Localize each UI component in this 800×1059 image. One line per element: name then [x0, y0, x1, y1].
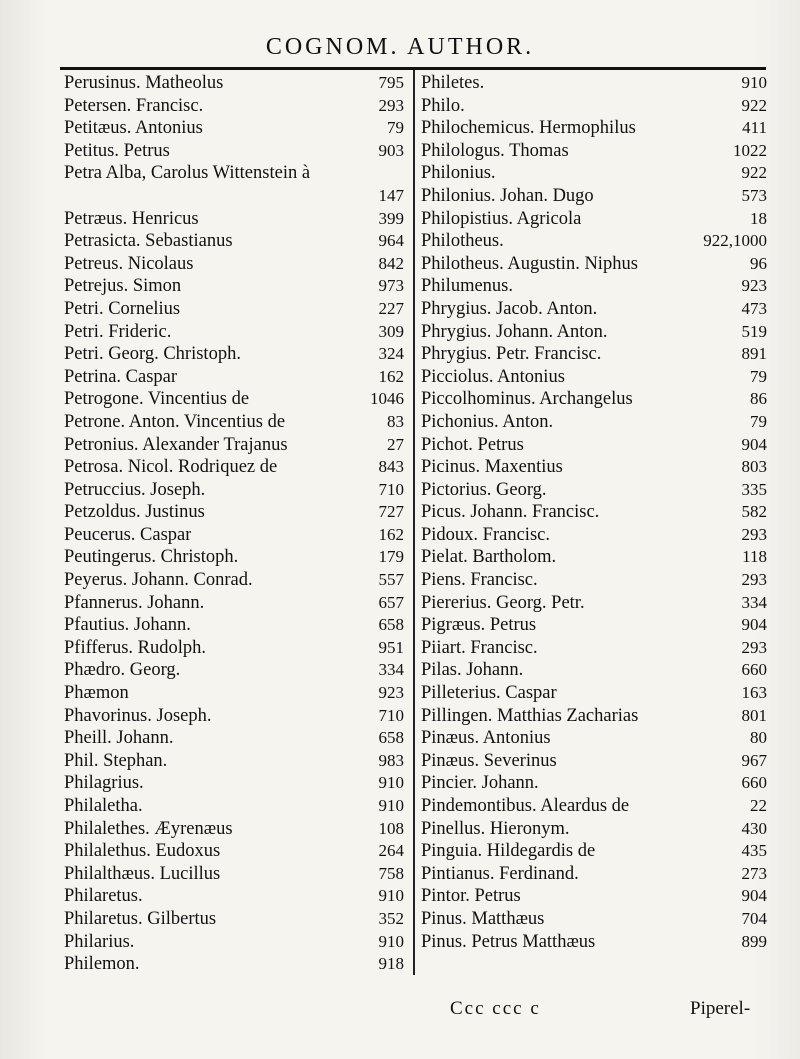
author-name: Pinellus. Hieronym.	[421, 818, 570, 839]
author-name: Philaretus.	[64, 886, 143, 907]
author-name: Petzoldus. Justinus	[64, 502, 205, 523]
author-name: Philalethes. Æyrenæus	[64, 818, 233, 839]
page-number: 557	[378, 570, 404, 590]
author-name: Pindemontibus. Aleardus de	[421, 796, 630, 816]
page-number: 922	[741, 95, 767, 115]
index-entry	[421, 818, 767, 841]
page-number: 79	[387, 118, 404, 138]
author-name: Petitus. Petrus	[64, 140, 170, 161]
author-name: Pinæus. Severinus	[421, 750, 557, 771]
index-entry	[64, 727, 404, 750]
page-number: 411	[742, 118, 767, 138]
index-entry	[64, 614, 404, 637]
left-column	[64, 72, 404, 976]
index-entry	[421, 321, 767, 344]
index-entry	[421, 592, 767, 615]
index-entry	[421, 682, 767, 705]
page-number: 335	[741, 479, 767, 499]
page-number: 352	[378, 908, 404, 928]
index-entry	[64, 795, 404, 818]
page-number: 1046	[370, 389, 404, 409]
page-number: 910	[378, 773, 404, 793]
page-number: 983	[378, 750, 404, 770]
author-name: Pinus. Petrus Matthæus	[421, 931, 596, 952]
index-entry	[421, 253, 767, 276]
author-name: Pidoux. Francisc.	[421, 524, 550, 545]
index-entry	[64, 953, 404, 976]
page-number: 660	[741, 773, 767, 793]
page-number: 1022	[733, 140, 767, 160]
page-number: 964	[378, 231, 404, 251]
index-entry	[64, 659, 404, 682]
index-entry	[421, 185, 767, 208]
index-entry	[421, 931, 767, 954]
page-number: 899	[741, 931, 767, 951]
index-entry	[64, 298, 404, 321]
author-name: Petrejus. Simon	[64, 276, 182, 297]
page-number: 704	[741, 908, 767, 928]
index-entry	[64, 411, 404, 434]
index-entry	[421, 795, 767, 818]
page-number: 795	[378, 73, 404, 92]
index-entry	[64, 750, 404, 773]
author-name: Philonius. Johan. Dugo	[421, 185, 594, 206]
page-number: 399	[378, 208, 404, 228]
page-number: 660	[741, 660, 767, 680]
author-name: Picinus. Maxentius	[421, 457, 563, 478]
page-number: 163	[741, 683, 767, 703]
page-number: 293	[741, 637, 767, 657]
index-entry	[64, 682, 404, 705]
page-number: 147	[378, 185, 404, 205]
page-number: 334	[378, 660, 404, 680]
index-entry	[64, 185, 404, 208]
page-number: 918	[378, 954, 404, 974]
author-name: Petri. Cornelius	[64, 298, 181, 319]
index-entry	[421, 434, 767, 457]
index-entry	[421, 117, 767, 140]
page-number: 519	[741, 321, 767, 341]
author-name: Philalthæus. Lucillus	[64, 863, 221, 884]
page-number: 910	[378, 796, 404, 815]
author-name: Pillingen. Matthias Zacharias	[421, 705, 639, 726]
index-entry	[421, 140, 767, 163]
right-column	[421, 72, 767, 953]
page-number: 162	[378, 366, 404, 386]
page-number: 923	[378, 683, 404, 703]
index-entry	[64, 343, 404, 366]
page-number: 727	[378, 502, 404, 522]
author-name: Pfifferus. Rudolph.	[64, 637, 207, 658]
page-number: 227	[378, 298, 404, 318]
author-name: Petersen. Francisc.	[64, 95, 204, 116]
index-entry	[421, 456, 767, 479]
author-name: Peucerus. Caspar	[64, 524, 192, 545]
author-name: Pinæus. Antonius	[421, 728, 551, 749]
author-name: Petri. Frideric.	[64, 321, 172, 342]
page-number: 910	[741, 73, 767, 92]
index-entry	[421, 772, 767, 795]
index-entry	[64, 637, 404, 660]
author-name: Petrosa. Nicol. Rodriquez de	[64, 457, 278, 478]
index-entry	[64, 275, 404, 298]
index-entry	[64, 705, 404, 728]
index-entry	[421, 908, 767, 931]
author-name: Philo.	[421, 95, 465, 116]
author-name: Pinguia. Hildegardis de	[421, 841, 596, 862]
author-name: Phædro. Georg.	[64, 660, 181, 681]
page-number: 118	[742, 547, 767, 567]
index-entry	[421, 750, 767, 773]
index-entry	[421, 479, 767, 502]
index-entry	[64, 772, 404, 795]
index-entry	[421, 840, 767, 863]
index-entry	[421, 208, 767, 231]
page-number: 293	[378, 95, 404, 115]
index-entry	[64, 117, 404, 140]
author-name: Petrone. Anton. Vincentius de	[64, 411, 286, 432]
page-number: 843	[378, 457, 404, 477]
author-name: Philarius.	[64, 931, 135, 952]
author-name: Pfannerus. Johann.	[64, 592, 205, 613]
page-number: 710	[378, 705, 404, 725]
index-entry	[64, 885, 404, 908]
index-entry	[421, 72, 767, 95]
index-entry	[64, 569, 404, 592]
index-entry	[64, 524, 404, 547]
page-number: 22	[750, 796, 767, 815]
author-name: Pfautius. Johann.	[64, 615, 191, 636]
page-number: 324	[378, 344, 404, 364]
index-entry	[64, 230, 404, 253]
author-name: Pilleterius. Caspar	[421, 683, 557, 704]
index-entry	[64, 140, 404, 163]
index-entry	[421, 524, 767, 547]
page-number: 273	[741, 863, 767, 883]
page-number: 435	[741, 841, 767, 861]
page-number: 658	[378, 615, 404, 635]
author-name: Philonius.	[421, 163, 496, 184]
author-name: Phrygius. Johann. Anton.	[421, 321, 608, 342]
index-entry	[421, 659, 767, 682]
index-entry	[421, 705, 767, 728]
page-number: 803	[741, 457, 767, 477]
index-entry	[64, 388, 404, 411]
page-number: 801	[741, 705, 767, 725]
author-name: Phrygius. Petr. Francisc.	[421, 344, 602, 365]
index-entry	[64, 162, 404, 185]
author-name: Phæmon	[64, 683, 129, 704]
page-number: 293	[741, 570, 767, 590]
page-number: 842	[378, 253, 404, 273]
author-name: Pictorius. Georg.	[421, 479, 547, 500]
page-number: 162	[378, 524, 404, 544]
page-number: 334	[741, 592, 767, 612]
page-number: 973	[378, 276, 404, 296]
author-name: Philagrius.	[64, 773, 144, 794]
page-number: 710	[378, 479, 404, 499]
author-name: Petronius. Alexander Trajanus	[64, 434, 288, 455]
page-number: 951	[378, 637, 404, 657]
index-entry	[421, 863, 767, 886]
page-number: 891	[741, 344, 767, 364]
author-name: Phil. Stephan.	[64, 750, 168, 771]
index-entry	[64, 72, 404, 95]
author-name: Pinus. Matthæus	[421, 908, 545, 929]
page-number: 18	[750, 208, 767, 228]
author-name: Pintianus. Ferdinand.	[421, 863, 579, 884]
author-name: Petræus. Henricus	[64, 208, 199, 229]
index-entry	[421, 637, 767, 660]
index-entry	[64, 253, 404, 276]
author-name: Pielat. Bartholom.	[421, 547, 557, 568]
page-number: 430	[741, 818, 767, 838]
index-entry	[421, 411, 767, 434]
index-entry	[421, 885, 767, 908]
author-name: Philaletha.	[64, 796, 143, 816]
author-name: Piiart. Francisc.	[421, 637, 538, 658]
author-name: Peutingerus. Christoph.	[64, 547, 239, 568]
page-number: 108	[378, 818, 404, 838]
index-entry	[64, 863, 404, 886]
author-name: Peyerus. Johann. Conrad.	[64, 570, 253, 591]
index-entry	[421, 230, 767, 253]
index-entry	[64, 546, 404, 569]
author-name: Piccolhominus. Archangelus	[421, 389, 633, 410]
author-name: Philaretus. Gilbertus	[64, 908, 217, 929]
author-name: Pigræus. Petrus	[421, 615, 537, 636]
author-name: Picus. Johann. Francisc.	[421, 502, 600, 523]
page-footer	[0, 998, 800, 1024]
index-entry	[64, 95, 404, 118]
author-name: Philotheus.	[421, 231, 504, 252]
index-entry	[64, 501, 404, 524]
index-entry	[64, 321, 404, 344]
author-name: Philalethus. Eudoxus	[64, 841, 221, 862]
author-name: Philetes.	[421, 73, 485, 93]
author-name: Piererius. Georg. Petr.	[421, 592, 585, 613]
page-number: 922	[741, 163, 767, 183]
author-name: Philochemicus. Hermophilus	[421, 118, 636, 139]
author-name: Phrygius. Jacob. Anton.	[421, 298, 598, 319]
signature-mark: Ccc ccc c	[450, 998, 541, 1019]
author-name: Philemon.	[64, 954, 140, 975]
page-number: 904	[741, 434, 767, 454]
page-number: 86	[750, 389, 767, 409]
page-number: 179	[378, 547, 404, 567]
index-entry	[421, 275, 767, 298]
author-name: Petra Alba, Carolus Wittenstein à	[64, 163, 311, 184]
index-entry	[64, 818, 404, 841]
page-number: 758	[378, 863, 404, 883]
author-name: Philotheus. Augustin. Niphus	[421, 253, 638, 274]
author-name: Pichonius. Anton.	[421, 411, 554, 432]
author-name: Pichot. Petrus	[421, 434, 524, 455]
page-number: 573	[741, 185, 767, 205]
index-entry	[64, 592, 404, 615]
page-number: 80	[750, 728, 767, 748]
index-entry	[421, 727, 767, 750]
author-name: Phavorinus. Joseph.	[64, 705, 212, 726]
page-number: 83	[387, 411, 404, 431]
page-number: 903	[378, 140, 404, 160]
page-number: 658	[378, 728, 404, 748]
page-number: 910	[378, 886, 404, 906]
catchword: Piperel-	[690, 998, 751, 1019]
author-name: Pheill. Johann.	[64, 728, 174, 749]
author-name: Petitæus. Antonius	[64, 118, 203, 139]
index-entry	[64, 840, 404, 863]
index-entry	[421, 614, 767, 637]
author-name: Philumenus.	[421, 276, 513, 297]
page-number: 79	[750, 411, 767, 431]
page-number: 79	[750, 366, 767, 386]
page-number: 27	[387, 434, 404, 454]
index-entry	[64, 434, 404, 457]
page-number: 96	[750, 253, 767, 273]
author-name: Philopistius. Agricola	[421, 208, 582, 229]
running-head: COGNOM. AUTHOR.	[265, 34, 535, 60]
index-entry	[64, 208, 404, 231]
author-name: Petrasicta. Sebastianus	[64, 231, 233, 252]
author-name: Petruccius. Joseph.	[64, 479, 206, 500]
index-entry	[421, 95, 767, 118]
page-number: 910	[378, 931, 404, 951]
author-name: Picciolus. Antonius	[421, 366, 565, 387]
index-entry	[64, 908, 404, 931]
page-number: 657	[378, 592, 404, 612]
author-name: Pilas. Johann.	[421, 660, 524, 681]
index-entry	[64, 931, 404, 954]
author-name: Petreus. Nicolaus	[64, 253, 194, 274]
index-entry	[421, 162, 767, 185]
index-entry	[421, 388, 767, 411]
author-name: Philologus. Thomas	[421, 140, 569, 161]
index-entry	[421, 366, 767, 389]
page-number: 293	[741, 524, 767, 544]
page-number: 264	[378, 841, 404, 861]
author-name: Perusinus. Matheolus	[64, 73, 224, 93]
index-entry	[421, 298, 767, 321]
author-name: Petrina. Caspar	[64, 366, 178, 387]
column-divider	[413, 70, 415, 975]
author-name: Piens. Francisc.	[421, 570, 538, 591]
index-entry	[421, 343, 767, 366]
page-number: 582	[741, 502, 767, 522]
author-name: Pincier. Johann.	[421, 773, 539, 794]
page-number: 473	[741, 298, 767, 318]
page-number: 923	[741, 276, 767, 296]
author-name: Petri. Georg. Christoph.	[64, 344, 241, 365]
index-entry	[64, 366, 404, 389]
page-number: 904	[741, 886, 767, 906]
page-number: 309	[378, 321, 404, 341]
index-entry	[421, 569, 767, 592]
index-entry	[421, 546, 767, 569]
index-entry	[64, 456, 404, 479]
author-name: Pintor. Petrus	[421, 886, 521, 907]
index-entry	[64, 479, 404, 502]
page-number: 967	[741, 750, 767, 770]
author-name: Petrogone. Vincentius de	[64, 389, 250, 410]
page-number: 922,1000	[703, 231, 767, 251]
index-entry	[421, 501, 767, 524]
page-number: 904	[741, 615, 767, 635]
